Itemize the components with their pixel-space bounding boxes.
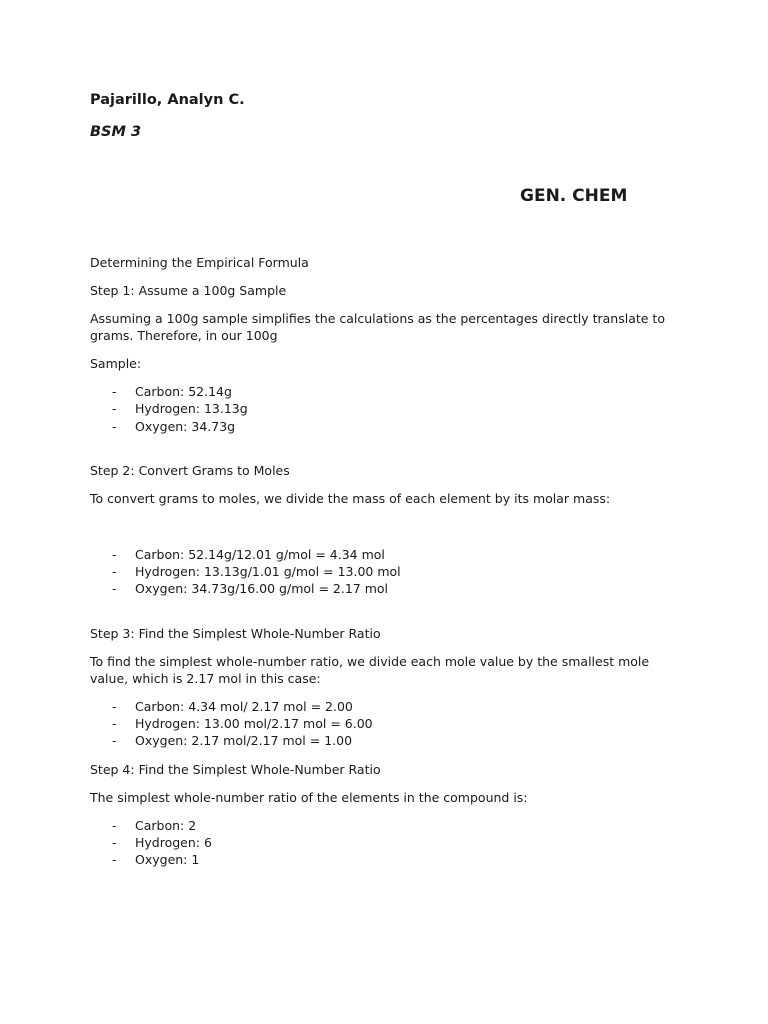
course-title: GEN. CHEM: [520, 186, 628, 206]
bullet-dash: -: [112, 852, 117, 868]
list-item: - Carbon: 52.14g: [112, 384, 232, 399]
step3-list: [90, 698, 680, 750]
step4-list: [90, 817, 680, 869]
spacer: [90, 446, 680, 462]
step2-list: [90, 546, 680, 598]
bullet-dash: -: [112, 418, 117, 434]
step1-list: [90, 383, 680, 435]
step4-paragraph: The simplest whole-number ratio of the elements in the compound is:: [90, 789, 528, 805]
list-item: - Carbon: 4.34 mol/ 2.17 mol = 2.00: [112, 698, 353, 714]
step2-paragraph: To convert grams to moles, we divide the mass of each element by its molar mass:: [90, 490, 611, 506]
author-name: Pajarillo, Analyn C.: [90, 92, 245, 108]
list-item: - Oxygen: 34.73g: [112, 418, 236, 434]
bullet-dash: -: [112, 834, 117, 850]
bullet-dash: -: [112, 564, 117, 580]
document-body: [90, 254, 680, 880]
bullet-dash: -: [112, 716, 117, 732]
step2-heading: Step 2: Convert Grams to Moles: [90, 462, 290, 478]
spacer: [90, 518, 680, 546]
step1-heading: Step 1: Assume a 100g Sample: [90, 283, 287, 298]
spacer: [90, 609, 680, 625]
list-item: - Oxygen: 2.17 mol/2.17 mol = 1.00: [112, 733, 353, 749]
bullet-dash: -: [112, 401, 117, 417]
class-section: BSM 3: [90, 124, 142, 140]
list-item: - Hydrogen: 13.13g: [112, 401, 248, 417]
bullet-dash: -: [112, 817, 117, 833]
bullet-dash: -: [112, 384, 117, 399]
list-item: - Hydrogen: 6: [112, 834, 212, 850]
list-item: - Oxygen: 1: [112, 852, 200, 868]
bullet-dash: -: [112, 733, 117, 749]
step3-heading: Step 3: Find the Simplest Whole-Number Ratio: [90, 625, 381, 641]
step4-heading: Step 4: Find the Simplest Whole-Number Ratio: [90, 761, 381, 777]
step1-label: Sample:: [90, 356, 142, 371]
list-item: - Carbon: 2: [112, 817, 197, 833]
list-item: - Carbon: 52.14g/12.01 g/mol = 4.34 mol: [112, 546, 385, 562]
step1-paragraph: Assuming a 100g sample simplifies the calculations as the percentages directly translate to grams. Therefore, in our 100g: [90, 311, 665, 343]
list-item: - Oxygen: 34.73g/16.00 g/mol = 2.17 mol: [112, 581, 389, 597]
bullet-dash: -: [112, 698, 117, 714]
list-item: - Hydrogen: 13.00 mol/2.17 mol = 6.00: [112, 716, 373, 732]
list-item: - Hydrogen: 13.13g/1.01 g/mol = 13.00 mol: [112, 564, 401, 580]
bullet-dash: -: [112, 581, 117, 597]
step3-paragraph: To find the simplest whole-number ratio, we divide each mole value by the smallest mole value, which is 2.17 mol in this case:: [90, 653, 650, 686]
document-title: Determining the Empirical Formula: [90, 255, 309, 270]
bullet-dash: -: [112, 546, 117, 562]
